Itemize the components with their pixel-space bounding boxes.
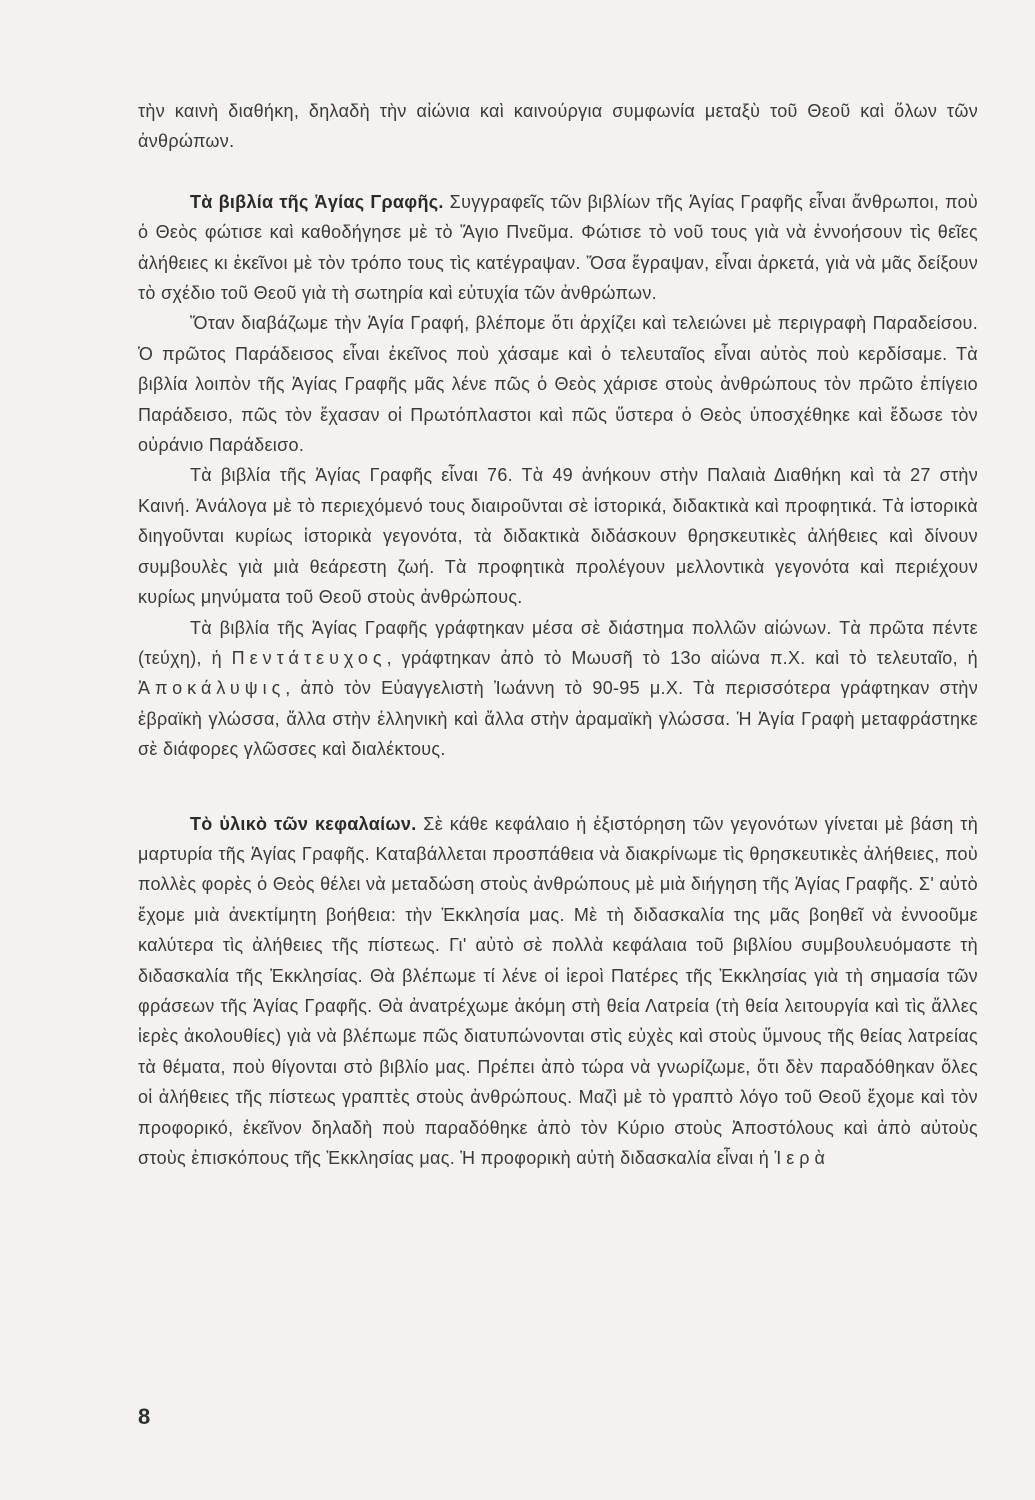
section-chapter-material	[138, 809, 978, 1174]
section1-paragraph-4	[138, 613, 978, 765]
section1-p4-part1: Τὰ βιβλία τῆς Ἁγίας Γραφῆς γράφτηκαν μέσα σὲ διάστημα πολλῶν αἰώνων. Τὰ πρῶτα πέντε (τεύχη), ἡ	[138, 617, 978, 668]
section1-heading: Τὰ βιβλία τῆς Ἁγίας Γραφῆς.	[190, 191, 444, 212]
page-text	[138, 96, 978, 1173]
intro-paragraph	[138, 96, 978, 157]
section1-paragraph-2	[138, 308, 978, 460]
section1-p4-part2: , γράφτηκαν ἀπὸ τὸ Μωυσῆ τὸ 13ο αἰώνα π.Χ. καὶ τὸ τελευταῖο, ἡ	[386, 647, 978, 668]
section1-p3-text: Τὰ βιβλία τῆς Ἁγίας Γραφῆς εἶναι 76. Τὰ 49 ἀνήκουν στὴν Παλαιὰ Διαθήκη καὶ τὰ 27 στὴν Καινή. Ἀνάλογα μὲ τὸ περιεχόμενό τους διαιροῦνται σὲ ἱστορικά, διδακτικὰ καὶ προφητικά. Τὰ ἱστορικὰ διηγοῦνται κυρίως ἱστορικὰ γεγονότα, τὰ διδακτικὰ διδάσκουν θρησκευτικὲς ἀλήθειες καὶ δίνουν συμβουλὲς γιὰ μιὰ θεάρεστη ζωή. Τὰ προφητικὰ προλέγουν μελλοντικὰ γεγονότα καὶ περιέχουν κυρίως μηνύματα τοῦ Θεοῦ στοὺς ἀνθρώπους.	[138, 465, 978, 608]
section1-p1-body: Συγγραφεῖς τῶν βιβλίων τῆς Ἁγίας Γραφῆς εἶναι ἄνθρωποι, ποὺ ὁ Θεὸς φώτισε καὶ καθοδήγησε μὲ τὸ Ἅγιο Πνεῦμα. Φώτισε τὸ νοῦ τους γιὰ νὰ ἐννοήσουν τὶς θεῖες ἀλήθειες κι ἐκεῖνοι μὲ τὸν τρόπο τους τὶς κατέγραψαν. Ὅσα ἔγραψαν, εἶναι ἀρκετά, γιὰ νὰ μᾶς δείξουν τὸ σχέδιο τοῦ Θεοῦ γιὰ τὴ σωτηρία καὶ εὐτυχία τῶν ἀνθρώπων.	[138, 191, 979, 304]
section2-body: Σὲ κάθε κεφάλαιο ἡ ἐξιστόρηση τῶν γεγονότων γίνεται μὲ βάση τὴ μαρτυρία τῆς Ἁγίας Γραφῆς. Καταβάλλεται προσπάθεια νὰ διακρίνωμε τὶς θρησκευτικὲς ἀλήθειες, ποὺ πολλὲς φορὲς ὁ Θεὸς θέλει νὰ μεταδώση στοὺς ἀνθρώπους μὲ μιὰ διήγηση τῆς Ἁγίας Γραφῆς. Σ' αὐτὸ ἔχομε μιὰ ἀνεκτίμητη βοήθεια: τὴν Ἐκκλησία μας. Μὲ τὴ διδασκαλία της μᾶς βοηθεῖ νὰ ἐννοοῦμε καλύτερα τὶς ἀλήθειες τῆς πίστεως. Γι' αὐτὸ σὲ πολλὰ κεφάλαια τοῦ βιβλίου συμβουλευόμαστε τὴ διδασκαλία τῆς Ἐκκλησίας. Θὰ βλέπωμε τί λένε οἱ ἱεροὶ Πατέρες τῆς Ἐκκλησίας γιὰ τὴ σημασία τῶν φράσεων τῆς Ἁγίας Γραφῆς. Θὰ ἀνατρέχωμε ἀκόμη στὴ θεία Λατρεία (τὴ θεία λειτουργία καὶ τὶς ἄλλες ἱερὲς ἀκολουθίες) γιὰ νὰ βλέπωμε πῶς διατυπώνονται στὶς εὐχὲς καὶ στοὺς ὕμνους τῆς θείας λατρείας τὰ θέματα, ποὺ θίγονται στὸ βιβλίο μας. Πρέπει ἀπὸ τώρα νὰ γνωρίζωμε, ὅτι δὲν παραδόθηκαν ὅλες οἱ ἀλήθειες τῆς πίστεως γραπτὲς στοὺς ἀνθρώπους. Μαζὶ μὲ τὸ γραπτὸ λόγο τοῦ Θεοῦ ἔχομε καὶ τὸν προφορικό, ἐκεῖνον δηλαδὴ ποὺ παραδόθηκε ἀπὸ τὸν Κύριο στοὺς Ἀποστόλους καὶ ἀπὸ αὐτοὺς στοὺς ἐπισκόπους τῆς Ἐκκλησίας μας. Ἡ προφορικὴ αὐτὴ διδασκαλία εἶναι ἡ	[138, 813, 979, 1168]
intro-text: τὴν καινὴ διαθήκη, δηλαδὴ τὴν αἰώνια καὶ καινούργια συμφωνία μεταξὺ τοῦ Θεοῦ καὶ ὅλων τῶν ἀνθρώπων.	[138, 101, 978, 152]
page-number: 8	[138, 1404, 151, 1429]
apocalypse-term: Ἀποκάλυψις	[138, 678, 286, 699]
section2-heading: Τὸ ὑλικὸ τῶν κεφαλαίων.	[190, 813, 417, 834]
section1-p2-text: Ὅταν διαβάζωμε τὴν Ἁγία Γραφή, βλέπομε ὅτι ἀρχίζει καὶ τελειώνει μὲ περιγραφὴ Παραδείσου. Ὁ πρῶτος Παράδεισος εἶναι ἐκεῖνος ποὺ χάσαμε καὶ ὁ τελευταῖος εἶναι αὐτὸς ποὺ κερδίσαμε. Τὰ βιβλία λοιπὸν τῆς Ἁγίας Γραφῆς μᾶς λένε πῶς ὁ Θεὸς χάρισε στοὺς ἀνθρώπους τὸν πρῶτο ἐπίγειο Παράδεισο, πῶς τὸν ἔχασαν οἱ Πρωτόπλαστοι καὶ πῶς ὕστερα ὁ Θεὸς ὑποσχέθηκε καὶ ἔδωσε τὸν οὐράνιο Παράδεισο.	[138, 313, 978, 456]
section2-paragraph	[138, 809, 978, 1174]
section1-paragraph-3	[138, 460, 978, 612]
sacred-tradition-term: Ἱερὰ	[774, 1148, 830, 1168]
section-bible-books	[138, 187, 978, 765]
section1-paragraph-1	[138, 187, 978, 309]
pentateuch-term: Πεντάτευχος	[231, 647, 387, 668]
section1-p4-part3: , ἀπὸ τὸν Εὐαγγελιστὴ Ἰωάννη τὸ 90-95 μ.Χ. Τὰ περισσότερα γράφτηκαν στὴν ἑβραϊκὴ γλώσσα, ἄλλα στὴν ἑλληνικὴ καὶ ἄλλα στὴν ἀραμαϊκὴ γλώσσα. Ἡ Ἁγία Γραφὴ μεταφράστηκε σὲ διάφορες γλῶσσες καὶ διαλέκτους.	[138, 678, 978, 760]
